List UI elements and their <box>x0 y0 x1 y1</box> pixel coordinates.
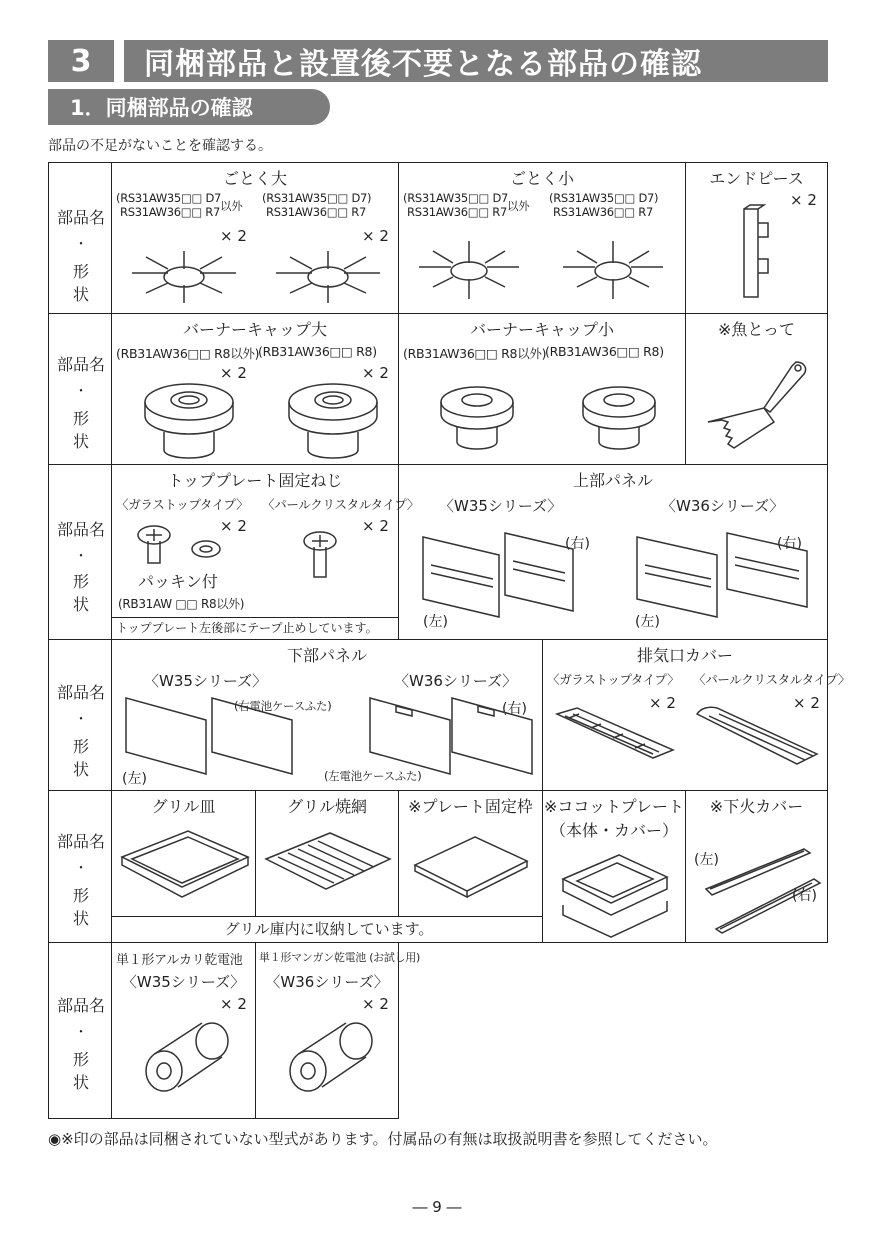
section-title: 同梱部品と設置後不要となる部品の確認 <box>124 40 828 82</box>
burner-cap-small-icon <box>429 378 525 456</box>
cell-lower-panel: 下部パネル 〈W35シリーズ〉 〈W36シリーズ〉 (右電池ケースふた) (右) (左) (左電池ケースふた) <box>111 639 543 791</box>
upper-panel-w36-icon <box>631 527 813 619</box>
cell-plate-frame: ※プレート固定枠 <box>398 790 543 917</box>
row-label-5: 部品名 ・ 形 状 <box>48 790 112 943</box>
cocotte-plate-icon <box>557 845 673 939</box>
cell-gotoku-small: ごとく小 (RS31AW35□□ D7 RS31AW36□□ R7 以外 (RS31AW35□□ D7) RS31AW36□□ R7 <box>398 162 686 314</box>
battery-alkaline-icon <box>136 1017 236 1097</box>
grill-dish-icon <box>116 823 252 909</box>
burner-cap-small-b-icon <box>571 378 667 456</box>
exhaust-cover-pearl-icon <box>691 704 823 776</box>
cell-battery-alkaline: 単１形アルカリ乾電池 〈W35シリーズ〉 × 2 <box>111 942 256 1119</box>
row-label-6: 部品名 ・ 形 状 <box>48 942 112 1119</box>
footer-note: ◉※印の部品は同梱されていない型式があります。付属品の有無は取扱説明書を参照してください。 <box>48 1130 718 1148</box>
cell-grill-dish: グリル皿 <box>111 790 256 917</box>
screw-with-packing-icon <box>132 521 232 571</box>
fish-turner-icon <box>700 352 816 456</box>
row-label-4: 部品名 ・ 形 状 <box>48 639 112 791</box>
cell-upper-panel: 上部パネル 〈W35シリーズ〉 〈W36シリーズ〉 (右) (右) (左) (左) <box>398 464 828 640</box>
battery-manganese-icon <box>280 1017 380 1097</box>
gotoku-small-icon <box>411 233 527 305</box>
row-label-1: 部品名 ・ 形 状 <box>48 162 112 314</box>
cell-fish-turner: ※魚とって <box>685 313 828 465</box>
cell-gotoku-large: ごとく大 (RS31AW35□□ D7 RS31AW36□□ R7 以外 (RS31AW35□□ D7) RS31AW36□□ R7 × 2 × 2 <box>111 162 399 314</box>
sub-heading: 1．同梱部品の確認 <box>48 89 330 125</box>
cell-cocotte-plate: ※ココットプレート （本体・カバー） <box>542 790 686 943</box>
gotoku-small-b-icon <box>555 233 671 305</box>
intro-text: 部品の不足がないことを確認する。 <box>48 138 272 154</box>
plate-frame-icon <box>405 825 537 905</box>
gotoku-large-b-icon <box>270 245 386 307</box>
row-label-3: 部品名 ・ 形 状 <box>48 464 112 640</box>
gotoku-large-icon <box>126 245 242 307</box>
cell-exhaust-cover: 排気口カバー 〈ガラストップタイプ〉 〈パールクリスタルタイプ〉 × 2 × 2 <box>542 639 828 791</box>
cell-burner-cap-large: バーナーキャップ大 (RB31AW36□□ R8以外) (RB31AW36□□ R8) × 2 × 2 <box>111 313 399 465</box>
grill-note: グリル庫内に収納しています。 <box>111 916 543 943</box>
cell-grill-net: グリル焼網 <box>255 790 399 917</box>
burner-cap-large-icon <box>134 378 244 460</box>
cell-burner-cap-small: バーナーキャップ小 (RB31AW36□□ R8以外) (RB31AW36□□ R8) <box>398 313 686 465</box>
grill-net-icon <box>260 823 396 909</box>
row-label-2: 部品名 ・ 形 状 <box>48 313 112 465</box>
cell-battery-manganese: 単１形マンガン乾電池 (お試し用) 〈W36シリーズ〉 × 2 <box>255 942 399 1119</box>
upper-panel-w35-icon <box>417 527 579 619</box>
end-piece-icon <box>730 203 780 303</box>
screw-icon <box>296 527 346 585</box>
exhaust-cover-glass-icon <box>551 704 677 774</box>
section-number: 3 <box>48 40 114 82</box>
cell-top-plate-screw: トッププレート固定ねじ 〈ガラストップタイプ〉 〈パールクリスタルタイプ〉 × 2 × 2 パッキン付 (RB31AW □□ R8以外) トッププレート左後部にテープ止めしています。 <box>111 464 399 640</box>
lower-panel-w36-icon <box>364 694 540 778</box>
page-number: ― 9 ― <box>412 1198 462 1216</box>
cell-end-piece: エンドピース × 2 <box>685 162 828 314</box>
lower-panel-w35-icon <box>120 694 300 778</box>
cell-lower-fire-cover: ※下火カバー (左) (右) <box>685 790 828 943</box>
burner-cap-large-b-icon <box>278 378 388 460</box>
